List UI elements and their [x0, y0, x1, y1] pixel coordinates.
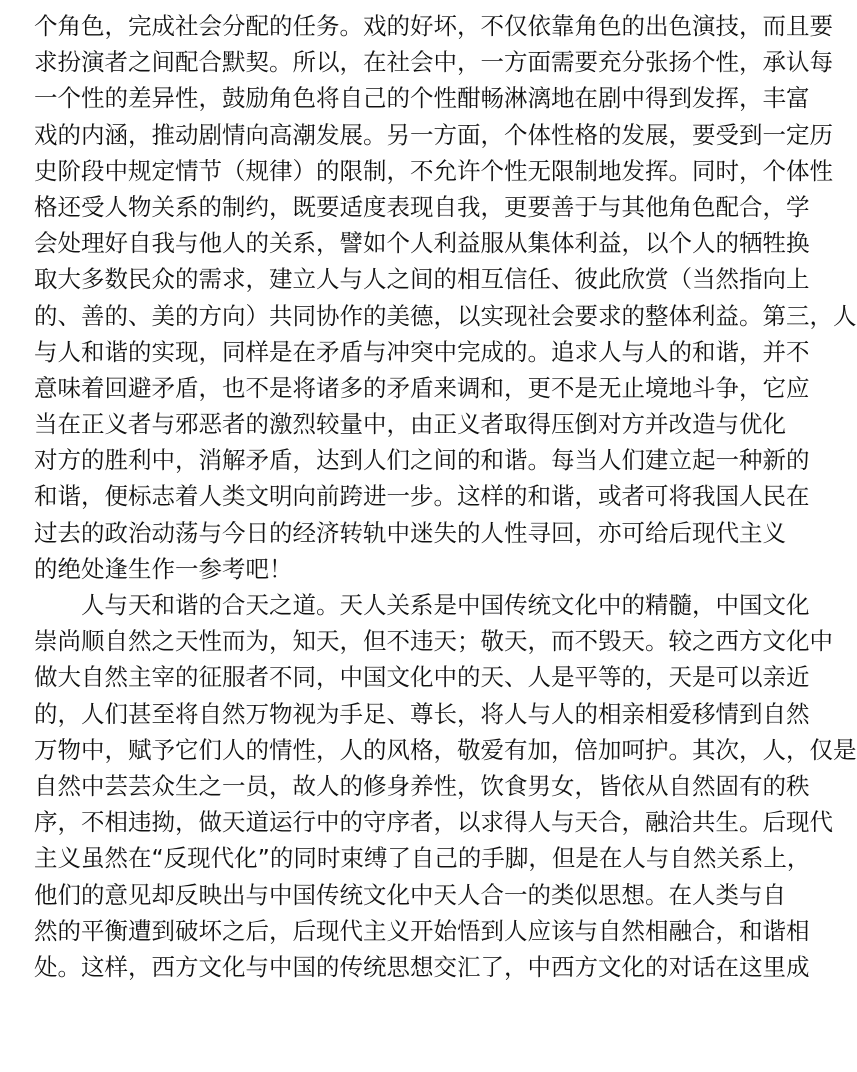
- body-text: [34, 8, 857, 985]
- text-line: 自然中芸芸众生之一员，故人的修身养性，饮食男女，皆依从自然固有的秩: [34, 771, 810, 800]
- text-line: 处。这样，西方文化与中国的传统思想交汇了，中西方文化的对话在这里成: [34, 952, 810, 981]
- text-line: 然的平衡遭到破坏之后，后现代主义开始悟到人应该与自然相融合，和谐相: [34, 916, 810, 945]
- text-line: 与人和谐的实现，同样是在矛盾与冲突中完成的。追求人与人的和谐，并不: [34, 337, 810, 366]
- text-line: 意味着回避矛盾，也不是将诸多的矛盾来调和，更不是无止境地斗争，它应: [34, 373, 810, 402]
- text-line: 一个性的差异性，鼓励角色将自己的个性酣畅淋漓地在剧中得到发挥，丰富: [34, 84, 810, 113]
- text-line: 对方的胜利中，消解矛盾，达到人们之间的和谐。每当人们建立起一种新的: [34, 446, 810, 475]
- text-line: 万物中，赋予它们人的情性，人的风格，敬爱有加，倍加呵护。其次，人，仅是: [34, 735, 857, 764]
- text-line: 求扮演者之间配合默契。所以，在社会中，一方面需要充分张扬个性，承认每: [34, 48, 833, 77]
- text-line: 过去的政治动荡与今日的经济转轨中迷失的人性寻回，亦可给后现代主义: [34, 518, 786, 547]
- paragraph-end-line: 的绝处逢生作一参考吧！: [34, 554, 293, 583]
- paragraph-first-line: 人与天和谐的合天之道。天人关系是中国传统文化中的精髓，中国文化: [81, 591, 810, 619]
- text-line: 主义虽然在“反现代化”的同时束缚了自己的手脚，但是在人与自然关系上，: [34, 844, 811, 873]
- text-line: 戏的内涵，推动剧情向高潮发展。另一方面，个体性格的发展，要受到一定历: [34, 120, 833, 149]
- text-line: 格还受人物关系的制约，既要适度表现自我，更要善于与其他角色配合，学: [34, 192, 810, 221]
- text-line: 的、善的、美的方向）共同协作的美德，以实现社会要求的整体利益。第三，人: [34, 301, 857, 330]
- text-line: 会处理好自我与他人的关系，譬如个人利益服从集体利益，以个人的牺牲换: [34, 229, 810, 258]
- text-line: 和谐，便标志着人类文明向前跨进一步。这样的和谐，或者可将我国人民在: [34, 482, 810, 511]
- text-line: 做大自然主宰的征服者不同，中国文化中的天、人是平等的，天是可以亲近: [34, 663, 810, 692]
- text-line: 史阶段中规定情节（规律）的限制，不允许个性无限制地发挥。同时，个体性: [34, 156, 833, 185]
- text-line: 个角色，完成社会分配的任务。戏的好坏，不仅依靠角色的出色演技，而且要: [34, 12, 833, 40]
- text-line: 崇尚顺自然之天性而为，知天，但不违天；敬天，而不毁天。较之西方文化中: [34, 627, 833, 656]
- text-line: 序，不相违拗，做天道运行中的守序者，以求得人与天合，融洽共生。后现代: [34, 808, 833, 837]
- text-line: 取大多数民众的需求，建立人与人之间的相互信任、彼此欣赏（当然指向上: [34, 265, 810, 294]
- text-line: 的，人们甚至将自然万物视为手足、尊长，将人与人的相亲相爱移情到自然: [34, 699, 810, 728]
- text-line: 他们的意见却反映出与中国传统文化中天人合一的类似思想。在人类与自: [34, 880, 786, 909]
- text-line: 当在正义者与邪恶者的激烈较量中，由正义者取得压倒对方并改造与优化: [34, 410, 786, 439]
